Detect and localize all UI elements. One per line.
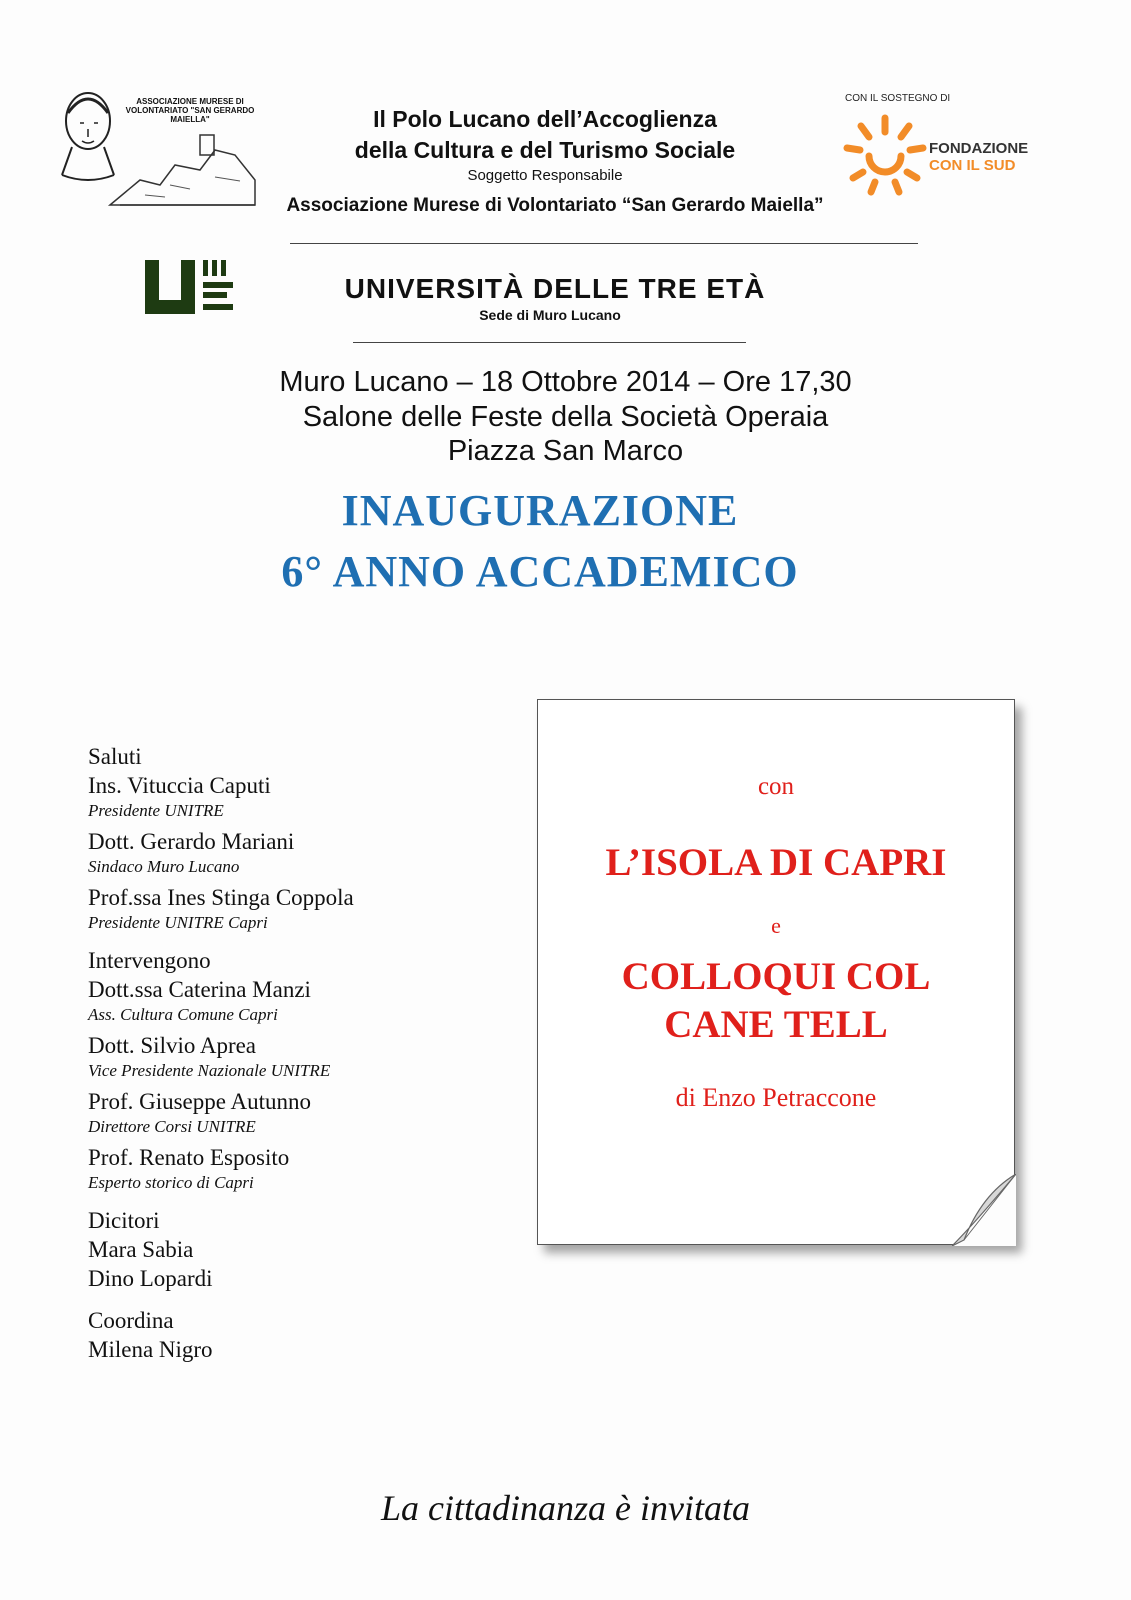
program-saluti xyxy=(88,742,508,933)
association-logo-text: ASSOCIAZIONE MURESE DI VOLONTARIATO "SAN GERARDO MAIELLA" xyxy=(125,97,255,124)
program-heading: Saluti xyxy=(88,744,142,769)
card-title-colloqui-line-2: CANE TELL xyxy=(664,1003,888,1046)
university-subtitle: Sede di Muro Lucano xyxy=(479,307,621,323)
person-role: Direttore Corsi UNITRE xyxy=(88,1117,256,1136)
person-name: Dino Lopardi xyxy=(88,1266,213,1291)
person-name: Dott.ssa Caterina Manzi xyxy=(88,977,311,1002)
fondazione-text-1: FONDAZIONE xyxy=(929,140,1029,157)
person-role: Presidente UNITRE xyxy=(88,801,224,820)
person-name: Milena Nigro xyxy=(88,1337,213,1362)
program-heading: Intervengono xyxy=(88,948,211,973)
fondazione-text-2: CON IL SUD xyxy=(929,157,1016,174)
event-square: Piazza San Marco xyxy=(447,435,684,467)
divider-top xyxy=(290,243,918,244)
header-title-line-2: della Cultura e del Turismo Sociale xyxy=(354,137,736,163)
program-coordina xyxy=(88,1306,508,1364)
header-association: Associazione Murese di Volontariato “San Gerardo Maiella” xyxy=(286,195,824,216)
person-role: Esperto storico di Capri xyxy=(88,1173,254,1192)
card-con-text: con xyxy=(757,773,795,800)
person-role: Presidente UNITRE Capri xyxy=(88,913,268,932)
person-name: Mara Sabia xyxy=(88,1237,194,1262)
book-card xyxy=(537,699,1015,1245)
person-role: Sindaco Muro Lucano xyxy=(88,857,240,876)
person-role: Vice Presidente Nazionale UNITRE xyxy=(88,1061,331,1080)
university-title: UNIVERSITÀ DELLE TRE ETÀ xyxy=(344,273,766,304)
card-author: di Enzo Petraccone xyxy=(675,1083,877,1112)
sostegno-label: CON IL SOSTEGNO DI xyxy=(845,93,951,104)
card-title-colloqui xyxy=(538,953,1014,1049)
divider-university xyxy=(353,342,746,343)
fondazione-logo xyxy=(843,110,1033,205)
person-role: Ass. Cultura Comune Capri xyxy=(88,1005,278,1024)
person-name: Prof.ssa Ines Stinga Coppola xyxy=(88,885,354,910)
program-intervengono xyxy=(88,946,508,1193)
unitre-logo xyxy=(137,254,247,324)
page-curl-icon xyxy=(952,1174,1016,1246)
person-name: Dott. Silvio Aprea xyxy=(88,1033,257,1058)
event-venue: Salone delle Feste della Società Operaia xyxy=(302,401,829,433)
sun-icon xyxy=(843,110,928,205)
event-date-time: Muro Lucano – 18 Ottobre 2014 – Ore 17,30 xyxy=(279,366,852,398)
card-title-capri: L’ISOLA DI CAPRI xyxy=(605,841,947,884)
invite-text: La cittadinanza è invitata xyxy=(381,1488,750,1528)
person-name: Ins. Vituccia Caputi xyxy=(88,773,271,798)
card-title-colloqui-line-1: COLLOQUI COL xyxy=(621,955,931,998)
person-name: Prof. Giuseppe Autunno xyxy=(88,1089,311,1114)
program-heading: Coordina xyxy=(88,1308,174,1333)
header-subtitle: Soggetto Responsabile xyxy=(467,167,623,184)
card-and-text: e xyxy=(771,913,781,938)
program-dicitori xyxy=(88,1206,508,1293)
headline-anno-accademico: 6° ANNO ACCADEMICO xyxy=(281,547,799,596)
person-name: Dott. Gerardo Mariani xyxy=(88,829,295,854)
person-name: Prof. Renato Esposito xyxy=(88,1145,290,1170)
program-heading: Dicitori xyxy=(88,1208,160,1233)
header-title-line-1: Il Polo Lucano dell’Accoglienza xyxy=(373,106,717,132)
headline-inaugurazione: INAUGURAZIONE xyxy=(341,486,739,535)
unitre-logo-icon xyxy=(137,254,247,324)
program-list xyxy=(88,742,508,1377)
